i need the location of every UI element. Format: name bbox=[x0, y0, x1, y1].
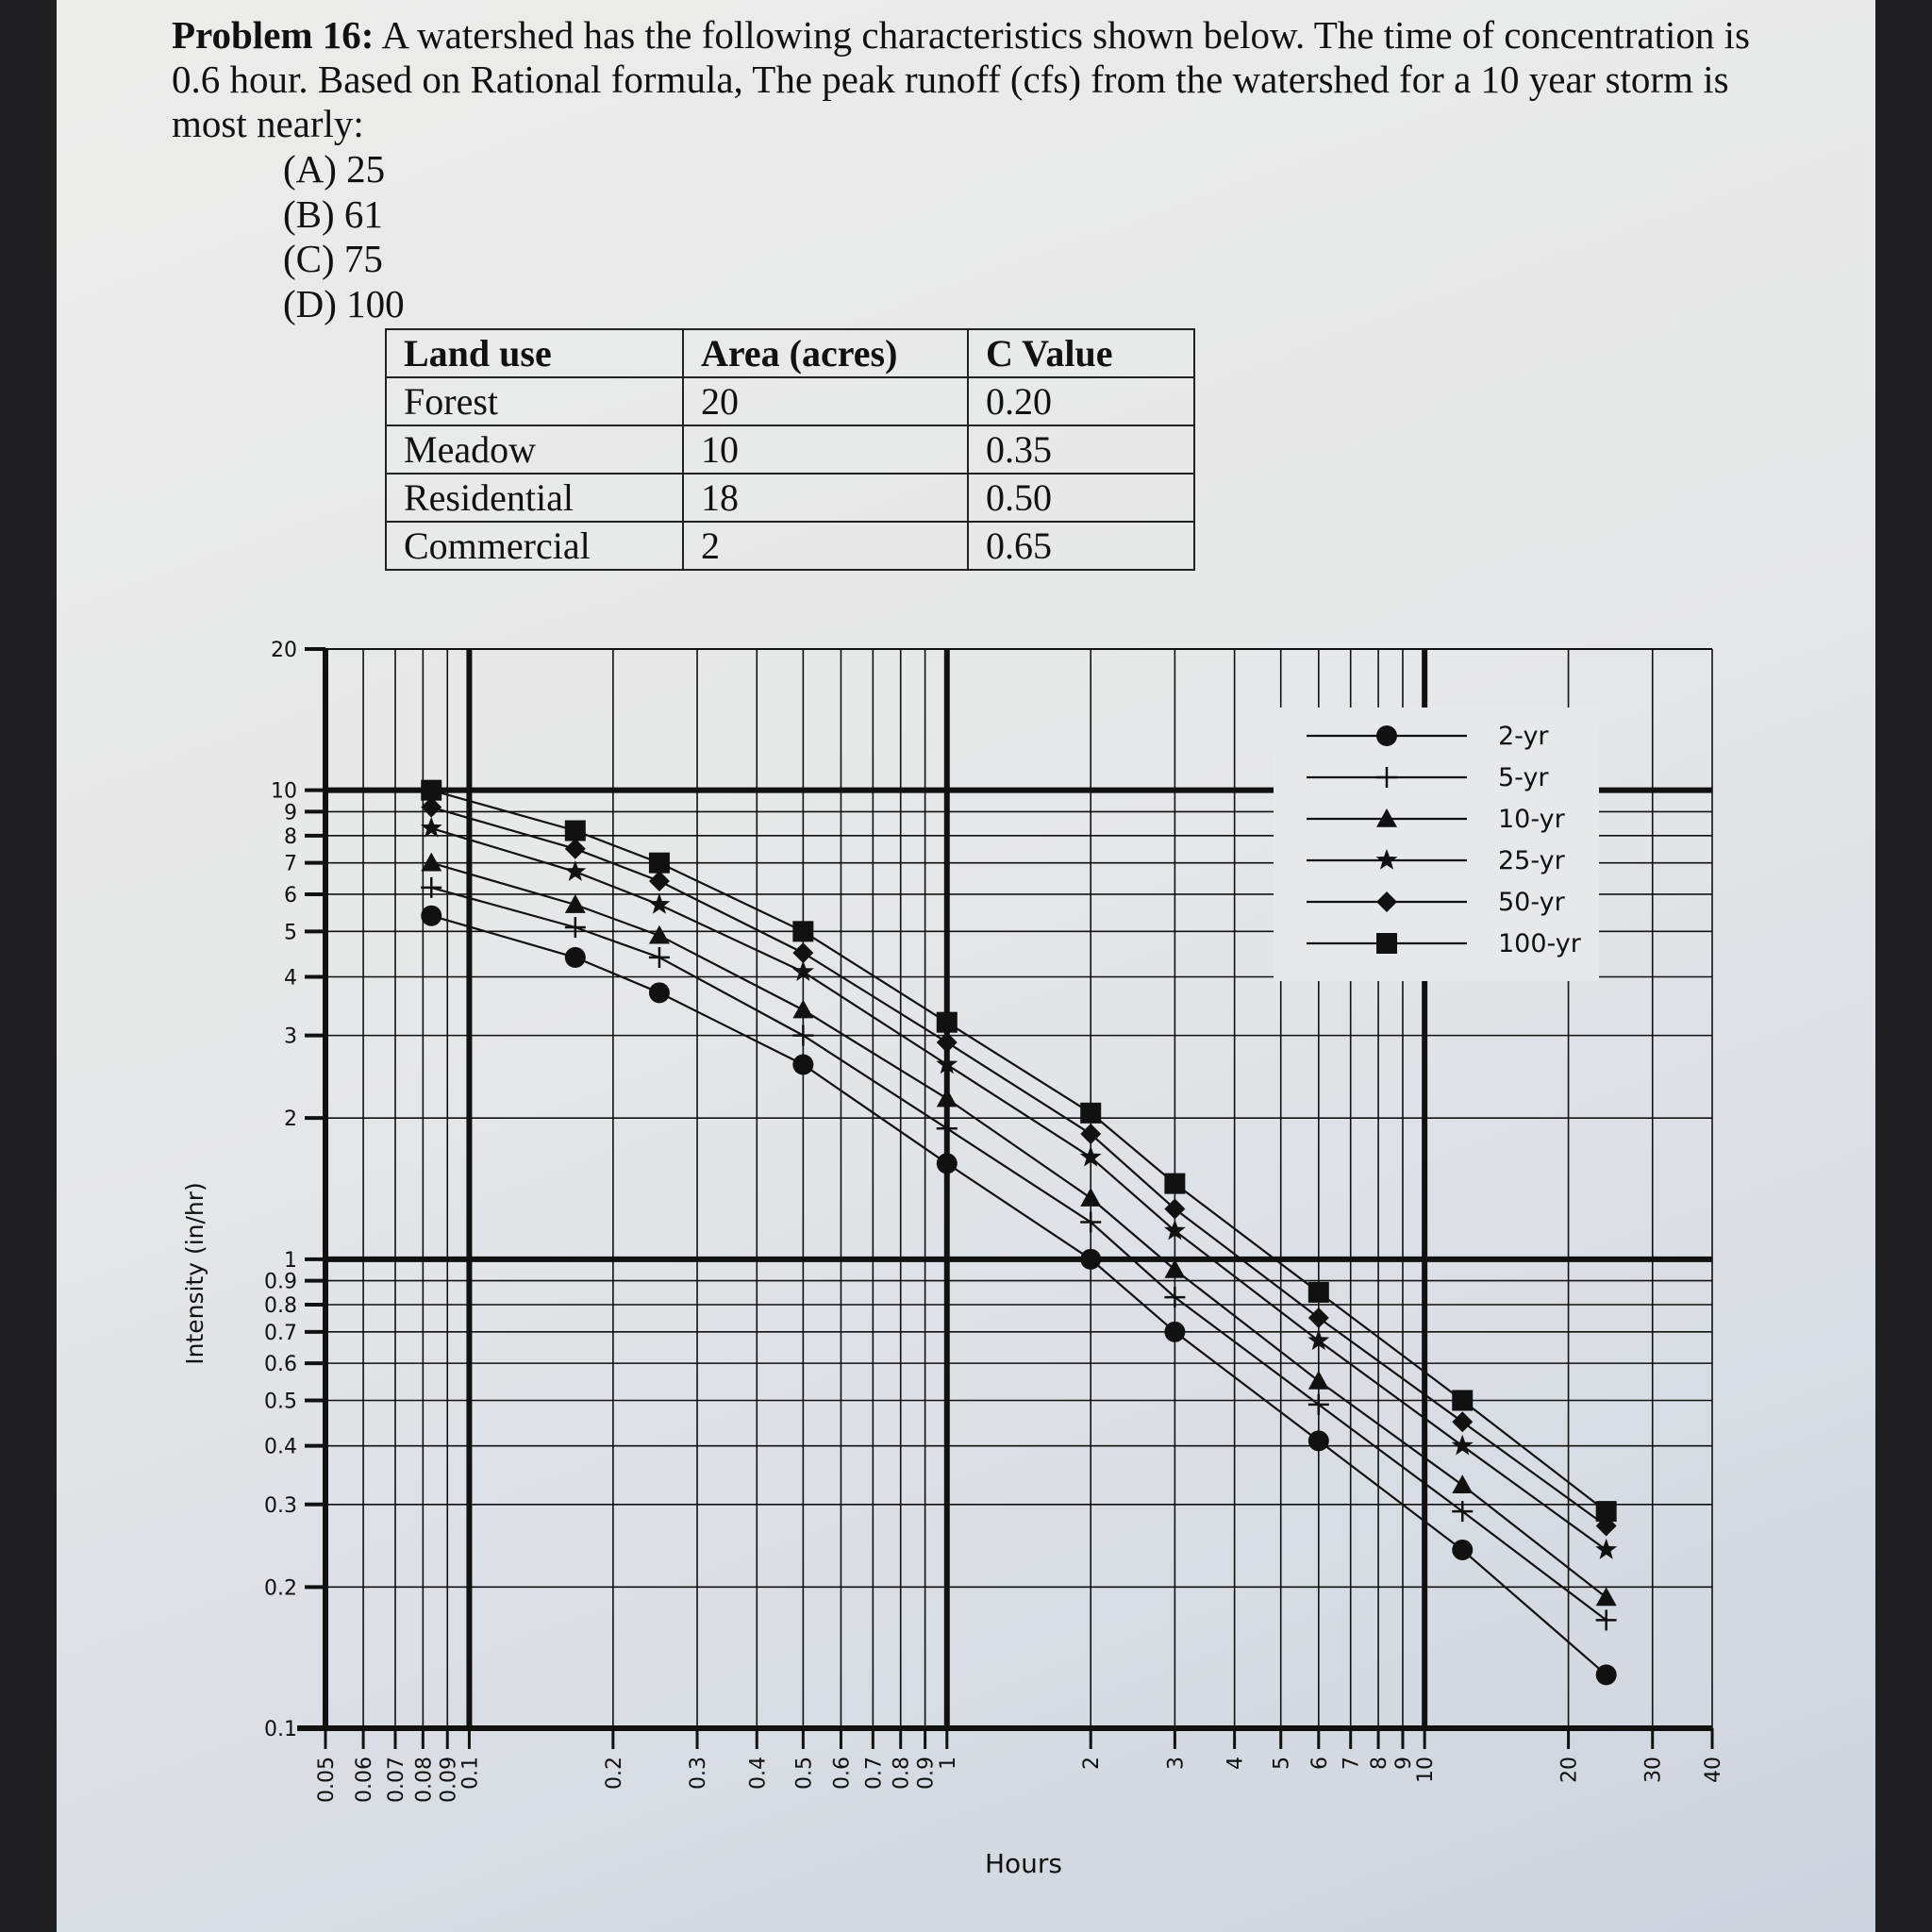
x-tick-label: 0.5 bbox=[792, 1757, 817, 1790]
x-tick-label: 0.06 bbox=[353, 1757, 377, 1803]
marker-10-yr bbox=[1452, 1474, 1473, 1493]
marker-10-yr bbox=[565, 894, 586, 913]
x-tick-label: 6 bbox=[1307, 1757, 1332, 1770]
y-tick-label: 1 bbox=[284, 1248, 297, 1273]
choice-b[interactable]: (B) 61 bbox=[283, 192, 383, 236]
legend-label: 25-yr bbox=[1498, 846, 1565, 875]
choice-a[interactable]: (A) 25 bbox=[283, 147, 386, 191]
y-tick-label: 0.4 bbox=[264, 1435, 297, 1459]
legend-label: 5-yr bbox=[1498, 763, 1549, 792]
marker-10-yr bbox=[1080, 1188, 1101, 1207]
marker-10-yr bbox=[1308, 1371, 1329, 1390]
marker-100-yr bbox=[1452, 1390, 1473, 1410]
legend-marker-100-yr bbox=[1376, 933, 1397, 954]
y-tick-label: 9 bbox=[284, 801, 297, 825]
marker-10-yr bbox=[649, 925, 670, 944]
marker-2-yr bbox=[565, 947, 586, 968]
y-tick-label: 10 bbox=[271, 779, 297, 804]
marker-5-yr bbox=[1596, 1609, 1617, 1630]
series-line-2-yr bbox=[431, 916, 1607, 1675]
marker-10-yr bbox=[421, 853, 441, 872]
header-c-value: C Value bbox=[968, 329, 1194, 377]
y-tick-label: 8 bbox=[284, 824, 297, 849]
marker-100-yr bbox=[1596, 1501, 1617, 1522]
x-tick-label: 0.09 bbox=[437, 1757, 461, 1803]
x-tick-label: 3 bbox=[1164, 1757, 1189, 1770]
y-tick-label: 3 bbox=[284, 1024, 297, 1049]
marker-5-yr bbox=[1308, 1394, 1329, 1415]
marker-2-yr bbox=[649, 982, 670, 1003]
marker-5-yr bbox=[649, 947, 670, 968]
x-tick-label: 20 bbox=[1557, 1757, 1582, 1783]
problem-text: A watershed has the following characteristics shown below. The time of concentration is 0.6 hour. Based on Rational formula, The peak runoff (cfs) from the watershed for a 10 year storm is most nearly: bbox=[172, 13, 1750, 145]
marker-5-yr bbox=[565, 917, 586, 938]
choice-d[interactable]: (D) 100 bbox=[283, 281, 405, 325]
marker-2-yr bbox=[937, 1153, 958, 1174]
cell-land-use: Commercial bbox=[386, 522, 683, 570]
y-tick-label: 0.3 bbox=[264, 1493, 297, 1518]
marker-10-yr bbox=[1164, 1259, 1185, 1278]
marker-5-yr bbox=[937, 1118, 958, 1139]
marker-2-yr bbox=[421, 906, 441, 926]
cell-land-use: Residential bbox=[386, 474, 683, 522]
header-area: Area (acres) bbox=[683, 329, 968, 377]
y-tick-label: 4 bbox=[284, 966, 297, 991]
y-tick-label: 0.5 bbox=[264, 1390, 297, 1414]
x-tick-label: 0.6 bbox=[830, 1757, 855, 1790]
marker-50-yr bbox=[1308, 1307, 1329, 1328]
marker-25-yr bbox=[421, 817, 442, 838]
x-tick-label: 0.8 bbox=[890, 1757, 914, 1790]
marker-25-yr bbox=[1595, 1539, 1617, 1559]
marker-100-yr bbox=[649, 853, 670, 874]
marker-2-yr bbox=[1596, 1664, 1617, 1685]
x-tick-labels bbox=[315, 1757, 1725, 1803]
legend-label: 100-yr bbox=[1498, 929, 1581, 958]
legend-label: 10-yr bbox=[1498, 805, 1565, 834]
y-tick-label: 0.6 bbox=[264, 1353, 297, 1377]
y-tick-label: 6 bbox=[284, 883, 297, 908]
cell-c-value: 0.20 bbox=[968, 377, 1194, 425]
x-tick-label: 1 bbox=[936, 1757, 960, 1770]
legend-label: 50-yr bbox=[1498, 888, 1565, 917]
marker-5-yr bbox=[792, 1025, 813, 1046]
marker-50-yr bbox=[1452, 1411, 1473, 1432]
x-tick-label: 0.2 bbox=[602, 1757, 626, 1790]
x-axis-label: Hours bbox=[984, 1848, 1063, 1879]
x-tick-label: 7 bbox=[1340, 1757, 1364, 1770]
marker-50-yr bbox=[792, 942, 813, 963]
marker-100-yr bbox=[565, 821, 586, 841]
x-tick-label: 40 bbox=[1702, 1757, 1725, 1783]
cell-c-value: 0.50 bbox=[968, 474, 1194, 522]
marker-100-yr bbox=[1080, 1103, 1101, 1124]
x-tick-label: 4 bbox=[1224, 1757, 1248, 1770]
y-tick-label: 5 bbox=[284, 921, 297, 945]
x-tick-label: 9 bbox=[1391, 1757, 1416, 1770]
legend-marker-2-yr bbox=[1376, 725, 1397, 746]
x-tick-label: 0.1 bbox=[458, 1757, 483, 1790]
header-land-use: Land use bbox=[386, 329, 683, 377]
x-tick-label: 8 bbox=[1368, 1757, 1392, 1770]
y-tick-label: 0.7 bbox=[264, 1321, 297, 1345]
marker-100-yr bbox=[1308, 1282, 1329, 1303]
marker-100-yr bbox=[421, 780, 441, 801]
cell-c-value: 0.35 bbox=[968, 425, 1194, 474]
marker-2-yr bbox=[1164, 1322, 1185, 1342]
marker-2-yr bbox=[792, 1055, 813, 1075]
marker-2-yr bbox=[1308, 1430, 1329, 1451]
marker-10-yr bbox=[937, 1089, 958, 1108]
cell-c-value: 0.65 bbox=[968, 522, 1194, 570]
legend bbox=[1274, 708, 1599, 981]
cell-area: 20 bbox=[683, 377, 968, 425]
x-tick-label: 0.08 bbox=[412, 1757, 437, 1803]
x-tick-label: 0.7 bbox=[862, 1757, 887, 1790]
x-tick-label: 0.4 bbox=[746, 1757, 771, 1790]
x-tick-label: 0.05 bbox=[315, 1757, 339, 1803]
x-tick-label: 0.07 bbox=[384, 1757, 408, 1803]
y-axis-label: Intensity (in/hr) bbox=[181, 1182, 208, 1365]
y-tick-label: 0.9 bbox=[264, 1270, 297, 1294]
marker-25-yr bbox=[648, 893, 670, 914]
marker-2-yr bbox=[1452, 1540, 1473, 1560]
problem-label: Problem 16: bbox=[172, 13, 375, 57]
y-tick-label: 0.8 bbox=[264, 1294, 297, 1319]
choice-c[interactable]: (C) 75 bbox=[283, 237, 383, 280]
cell-land-use: Forest bbox=[386, 377, 683, 425]
legend-label: 2-yr bbox=[1498, 722, 1549, 751]
x-tick-label: 0.9 bbox=[914, 1757, 939, 1790]
y-tick-label: 7 bbox=[284, 852, 297, 876]
x-tick-label: 2 bbox=[1080, 1757, 1105, 1770]
series-line-5-yr bbox=[431, 888, 1607, 1621]
marker-10-yr bbox=[1596, 1587, 1617, 1606]
marker-100-yr bbox=[1164, 1174, 1185, 1194]
marker-10-yr bbox=[792, 1000, 813, 1019]
y-tick-label: 0.2 bbox=[264, 1576, 297, 1601]
marker-50-yr bbox=[565, 839, 586, 859]
marker-2-yr bbox=[1080, 1249, 1101, 1270]
marker-100-yr bbox=[792, 921, 813, 941]
y-tick-label: 2 bbox=[284, 1108, 297, 1132]
x-tick-label: 0.3 bbox=[687, 1757, 711, 1790]
x-tick-label: 30 bbox=[1641, 1757, 1666, 1783]
y-tick-label: 20 bbox=[271, 639, 297, 662]
cell-land-use: Meadow bbox=[386, 425, 683, 474]
cell-area: 18 bbox=[683, 474, 968, 522]
x-tick-label: 5 bbox=[1270, 1757, 1294, 1770]
cell-area: 10 bbox=[683, 425, 968, 474]
y-tick-label: 0.1 bbox=[264, 1718, 297, 1741]
marker-100-yr bbox=[937, 1012, 958, 1033]
marker-50-yr bbox=[649, 871, 670, 891]
cell-area: 2 bbox=[683, 522, 968, 570]
y-tick-labels bbox=[264, 639, 297, 1741]
x-tick-label: 10 bbox=[1414, 1757, 1439, 1783]
